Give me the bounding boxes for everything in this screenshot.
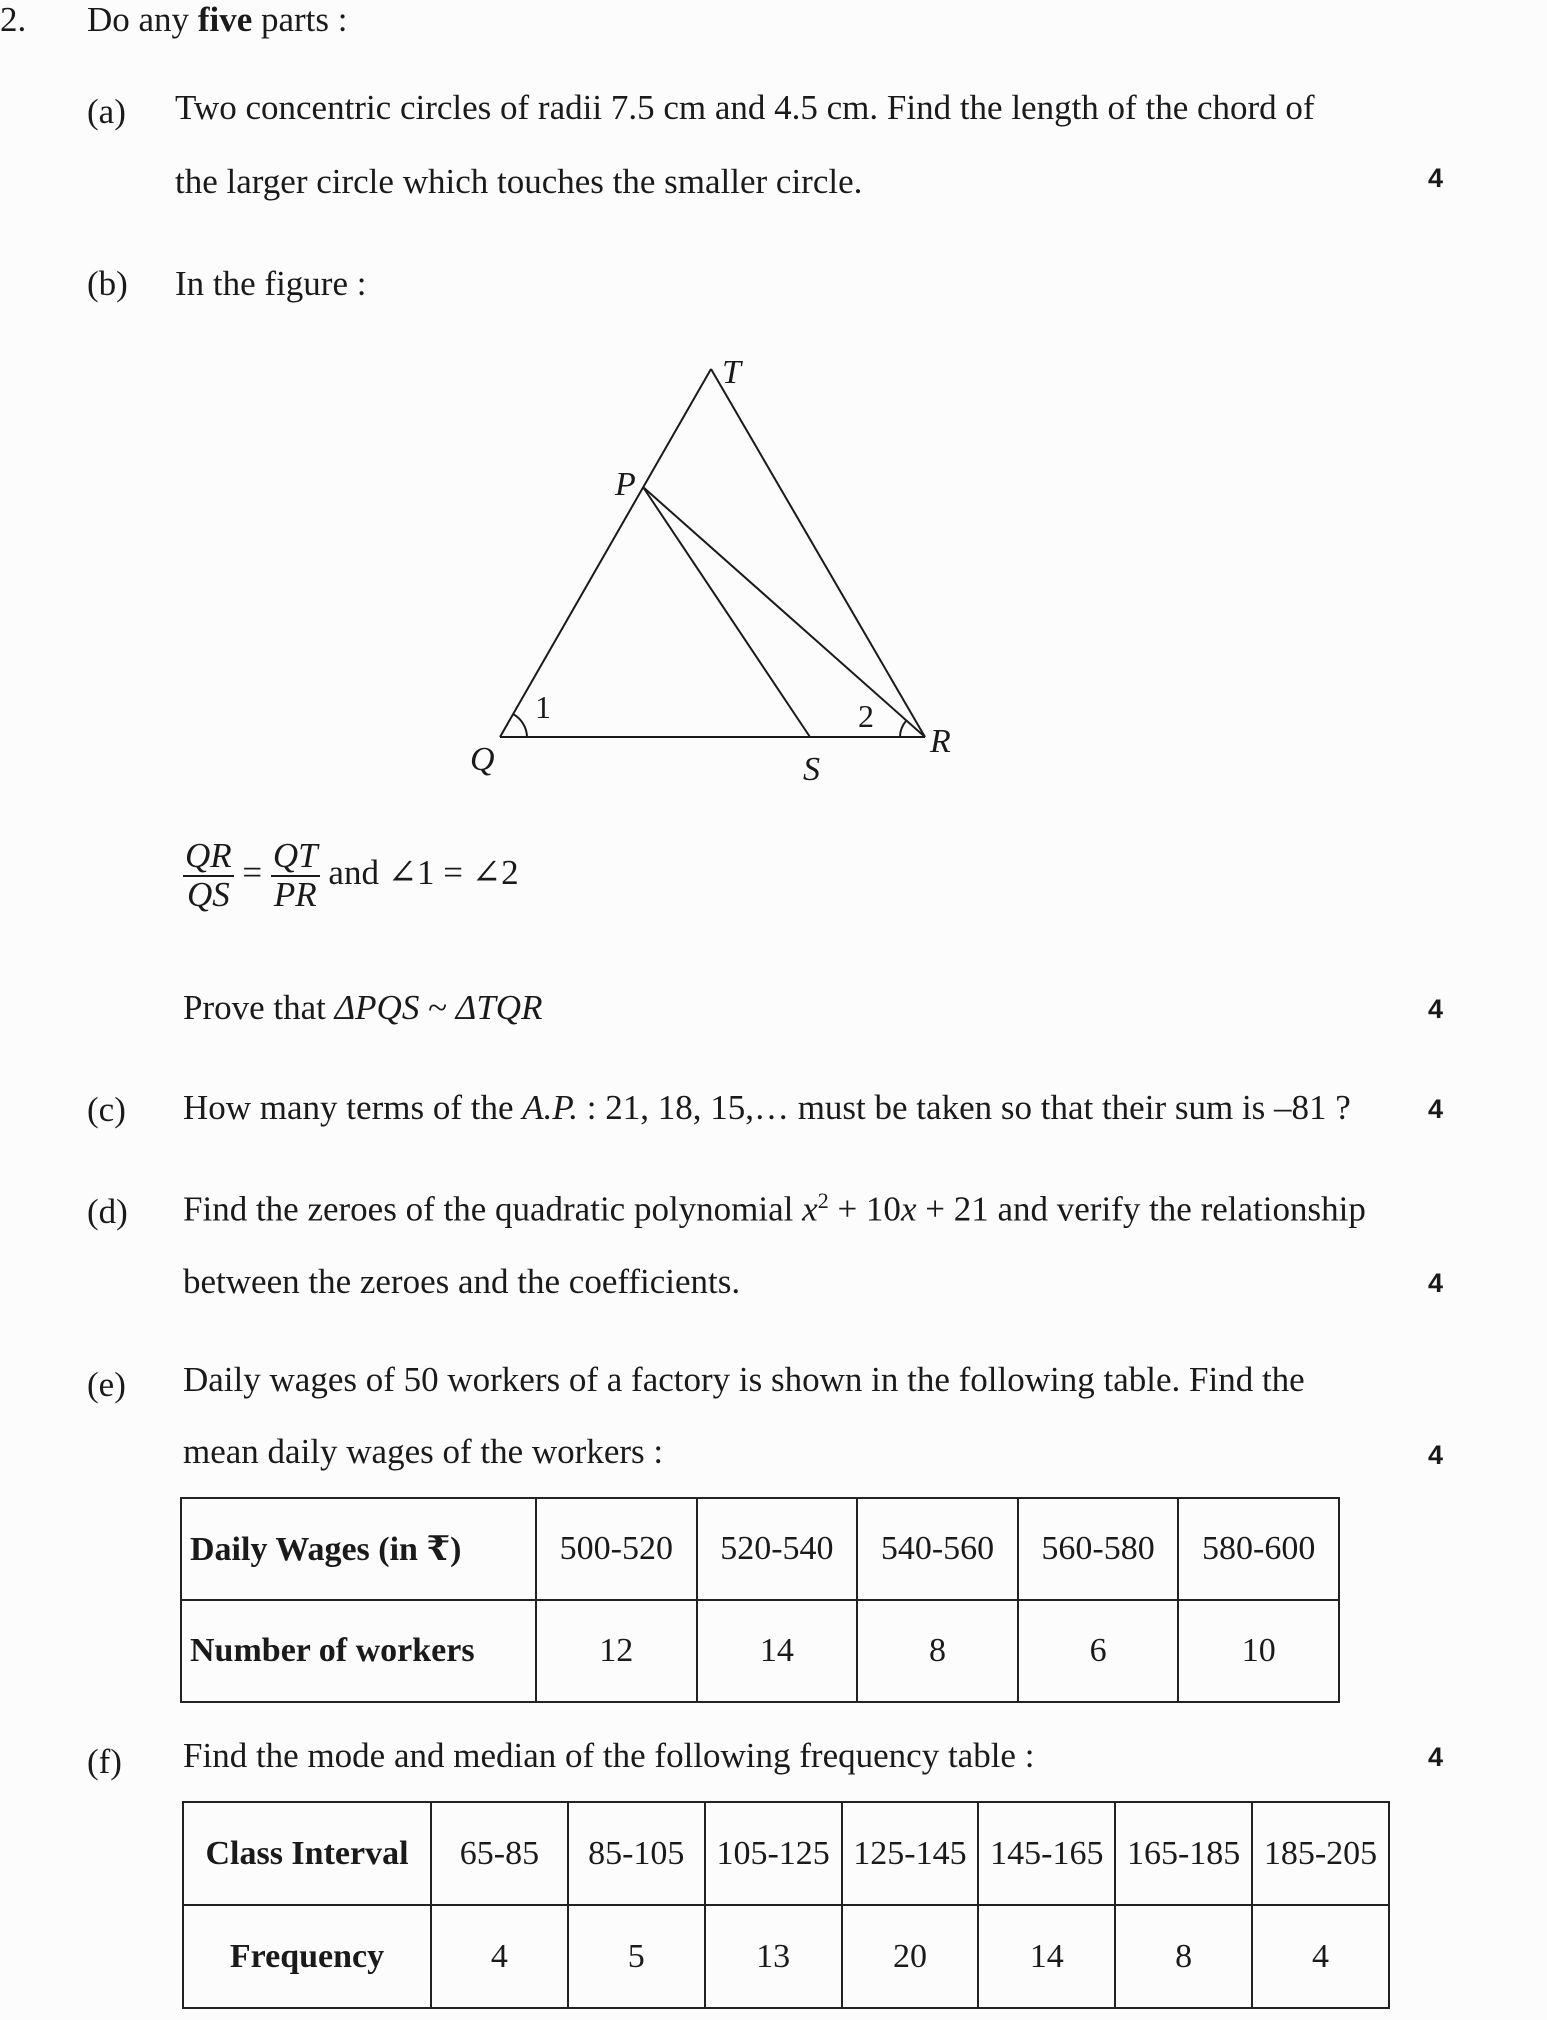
table-cell: 185-205 bbox=[1252, 1802, 1389, 1905]
part-d-label: (d) bbox=[87, 1192, 128, 1231]
table-cell: 12 bbox=[536, 1600, 697, 1702]
part-d-marks: 4 bbox=[1428, 1268, 1444, 1298]
part-d-post: + 21 and verify the relationship bbox=[916, 1189, 1366, 1229]
table-cell: 580-600 bbox=[1178, 1498, 1339, 1600]
part-e-label: (e) bbox=[87, 1365, 126, 1404]
table-cell: 165-185 bbox=[1115, 1802, 1252, 1905]
part-d-line1 bbox=[183, 1188, 1366, 1230]
table-cell: 145-165 bbox=[978, 1802, 1115, 1905]
part-d-mid: + 10 bbox=[828, 1189, 901, 1229]
table-header-cell: Frequency bbox=[183, 1905, 431, 2008]
table-cell: 65-85 bbox=[431, 1802, 568, 1905]
part-f-line1: Find the mode and median of the following frequency table : bbox=[183, 1736, 1035, 1775]
table-row bbox=[181, 1498, 1339, 1600]
equals-sign: = bbox=[242, 852, 263, 892]
edge-tr bbox=[711, 369, 925, 737]
edge-qt bbox=[500, 369, 711, 737]
table-cell: 8 bbox=[857, 1600, 1018, 1702]
vertex-label-s: S bbox=[803, 751, 820, 788]
fraction-2-numerator: QT bbox=[272, 836, 318, 875]
similar-sign: ~ bbox=[419, 988, 456, 1027]
part-a-label: (a) bbox=[87, 92, 126, 131]
question-number: 2. bbox=[0, 0, 27, 39]
table-cell: 540-560 bbox=[857, 1498, 1018, 1600]
fraction-2-denominator: PR bbox=[273, 874, 317, 914]
vertex-label-r: R bbox=[930, 723, 951, 760]
part-d-x2: x bbox=[900, 1189, 917, 1229]
part-a-marks: 4 bbox=[1428, 163, 1444, 193]
part-a-line2: the larger circle which touches the smaller circle. bbox=[175, 162, 863, 201]
part-c-post: : 21, 18, 15,… must be taken so that their sum is –81 ? bbox=[577, 1088, 1351, 1127]
part-b-marks: 4 bbox=[1428, 994, 1444, 1024]
part-c-marks: 4 bbox=[1428, 1094, 1444, 1124]
table-cell: 4 bbox=[431, 1905, 568, 2008]
part-c-text bbox=[183, 1088, 1351, 1128]
table-cell: 560-580 bbox=[1018, 1498, 1179, 1600]
angle-condition: and ∠1 = ∠2 bbox=[319, 852, 519, 892]
part-d-x: x bbox=[802, 1189, 818, 1229]
ratio-condition bbox=[183, 838, 519, 914]
table-row bbox=[183, 1802, 1389, 1905]
part-b-label: (b) bbox=[87, 264, 128, 303]
part-d-exponent: 2 bbox=[817, 1188, 829, 1213]
fraction-qt-pr bbox=[271, 838, 320, 914]
table-cell: 14 bbox=[697, 1600, 858, 1702]
part-c-label: (c) bbox=[87, 1090, 126, 1129]
table-cell: 105-125 bbox=[705, 1802, 842, 1905]
table-cell: 500-520 bbox=[536, 1498, 697, 1600]
instruction-post: parts : bbox=[252, 0, 348, 39]
table-cell: 8 bbox=[1115, 1905, 1252, 2008]
part-c-ap: A.P. bbox=[522, 1088, 578, 1127]
table-cell: 14 bbox=[978, 1905, 1115, 2008]
part-b-intro: In the figure : bbox=[175, 264, 367, 303]
instruction-emphasis: five bbox=[197, 0, 253, 39]
part-e-line1: Daily wages of 50 workers of a factory is shown in the following table. Find the bbox=[183, 1360, 1305, 1399]
table-cell: 85-105 bbox=[568, 1802, 705, 1905]
table-cell: 125-145 bbox=[842, 1802, 979, 1905]
prove-text: Prove that bbox=[183, 988, 335, 1027]
table-cell: 4 bbox=[1252, 1905, 1389, 2008]
part-e-marks: 4 bbox=[1428, 1440, 1444, 1470]
prove-statement bbox=[183, 988, 542, 1028]
table-cell: 13 bbox=[705, 1905, 842, 2008]
angle-label-1: 1 bbox=[535, 689, 551, 725]
wages-table bbox=[180, 1497, 1340, 1703]
triangle-figure bbox=[460, 350, 980, 800]
table-cell: 20 bbox=[842, 1905, 979, 2008]
table-cell: 10 bbox=[1178, 1600, 1339, 1702]
fraction-qr-qs bbox=[183, 838, 234, 914]
frequency-table bbox=[182, 1801, 1390, 2009]
triangle-pqs: ΔPQS bbox=[334, 988, 420, 1027]
table-row bbox=[181, 1600, 1339, 1702]
part-f-label: (f) bbox=[87, 1742, 122, 1781]
fraction-1-numerator: QR bbox=[185, 836, 232, 875]
table-cell: 520-540 bbox=[697, 1498, 858, 1600]
angle-1-arc bbox=[513, 714, 527, 737]
vertex-label-t: T bbox=[722, 354, 741, 391]
part-a-line1: Two concentric circles of radii 7.5 cm and 4.5 cm. Find the length of the chord of bbox=[175, 88, 1315, 127]
part-f-marks: 4 bbox=[1428, 1742, 1444, 1772]
angle-2-arc bbox=[900, 721, 906, 737]
vertex-label-q: Q bbox=[470, 741, 495, 778]
vertex-label-p: P bbox=[615, 466, 636, 503]
table-cell: 6 bbox=[1018, 1600, 1179, 1702]
part-c-pre: How many terms of the bbox=[183, 1088, 523, 1127]
part-d-pre: Find the zeroes of the quadratic polynomial bbox=[183, 1189, 803, 1229]
question-instruction bbox=[87, 0, 348, 40]
table-header-cell: Daily Wages (in ₹) bbox=[181, 1498, 536, 1600]
fraction-1-denominator: QS bbox=[186, 874, 230, 914]
instruction-pre: Do any bbox=[87, 0, 198, 39]
triangle-tqr: ΔTQR bbox=[455, 988, 543, 1027]
angle-label-2: 2 bbox=[858, 698, 874, 734]
part-d-line2: between the zeroes and the coefficients. bbox=[183, 1262, 741, 1301]
table-cell: 5 bbox=[568, 1905, 705, 2008]
part-e-line2: mean daily wages of the workers : bbox=[183, 1432, 664, 1471]
table-header-cell: Class Interval bbox=[183, 1802, 431, 1905]
table-row bbox=[183, 1905, 1389, 2008]
table-header-cell: Number of workers bbox=[181, 1600, 536, 1702]
